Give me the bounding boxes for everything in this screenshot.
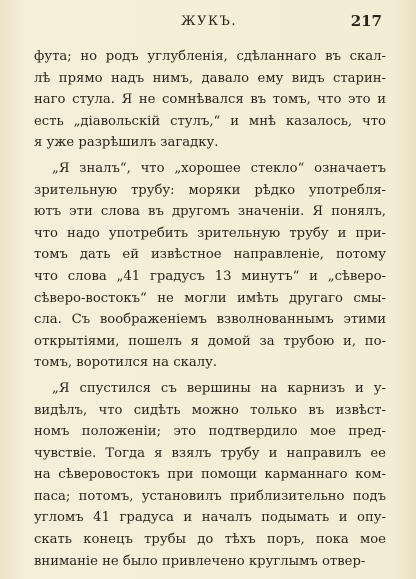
text-line: ютъ эти слова въ другомъ значеніи. Я понялъ,: [34, 204, 386, 220]
text-line: томъ, воротился на скалу.: [34, 355, 218, 371]
text-line: на сѣверовостокъ при помощи карманнаго ком-: [34, 467, 386, 483]
text-line: есть „діавольскій стулъ,“ и мнѣ казалось, что: [34, 113, 386, 129]
text-line: наго стула. Я не сомнѣвался въ томъ, что это и: [34, 92, 386, 108]
text-line: сла. Съ воображеніемъ взволнованнымъ этими: [34, 312, 386, 328]
text-line: я уже разрѣшилъ загадку.: [34, 135, 219, 151]
paragraph: [34, 158, 386, 374]
text-line: „Я спустился съ вершины на карнизъ и у-: [52, 380, 386, 396]
text-line: „Я зналъ“, что „хорошее стекло“ означаетъ: [52, 160, 386, 176]
text-line: что надо употребить зрительную трубу и при-: [34, 225, 386, 241]
text-line: номъ положеніи; это подтвердило мое пред-: [34, 424, 386, 440]
text-line: зрительную трубу: моряки рѣдко употребля-: [34, 182, 386, 198]
text-line: что слова „41 градусъ 13 минутъ“ и „сѣверо-: [34, 268, 386, 284]
text-line: чувствіе. Тогда я взялъ трубу и направилъ ее: [34, 445, 386, 461]
text-line: скать конецъ трубы до тѣхъ поръ, пока мое: [34, 532, 386, 548]
text-line: паса; потомъ, установилъ приблизительно подъ: [34, 488, 386, 504]
text-line: томъ дать ей извѣстное направленіе, потому: [34, 247, 386, 263]
text-line: открытіями, пошелъ я домой за трубою и, по-: [34, 333, 386, 349]
paragraph: [34, 46, 386, 154]
text-line: лѣ прямо надъ нимъ, давало ему видъ старин-: [34, 70, 386, 86]
body-text: [34, 46, 386, 572]
text-line: фута; но родъ углубленія, сдѣланнаго въ скал-: [34, 49, 386, 64]
paragraph: [34, 378, 386, 572]
text-line: угломъ 41 градуса и началъ подымать и опу-: [34, 510, 386, 526]
text-line: вниманіе не было привлечено круглымъ отвер-: [34, 553, 366, 569]
page-header: [36, 14, 382, 36]
text-line: видѣлъ, что сидѣть можно только въ извѣст-: [34, 402, 386, 418]
text-line: сѣверо-востокъ“ не могли имѣть другаго смы-: [34, 290, 386, 306]
page-number: 217: [350, 12, 382, 30]
running-title: ЖУКЪ.: [180, 14, 238, 29]
